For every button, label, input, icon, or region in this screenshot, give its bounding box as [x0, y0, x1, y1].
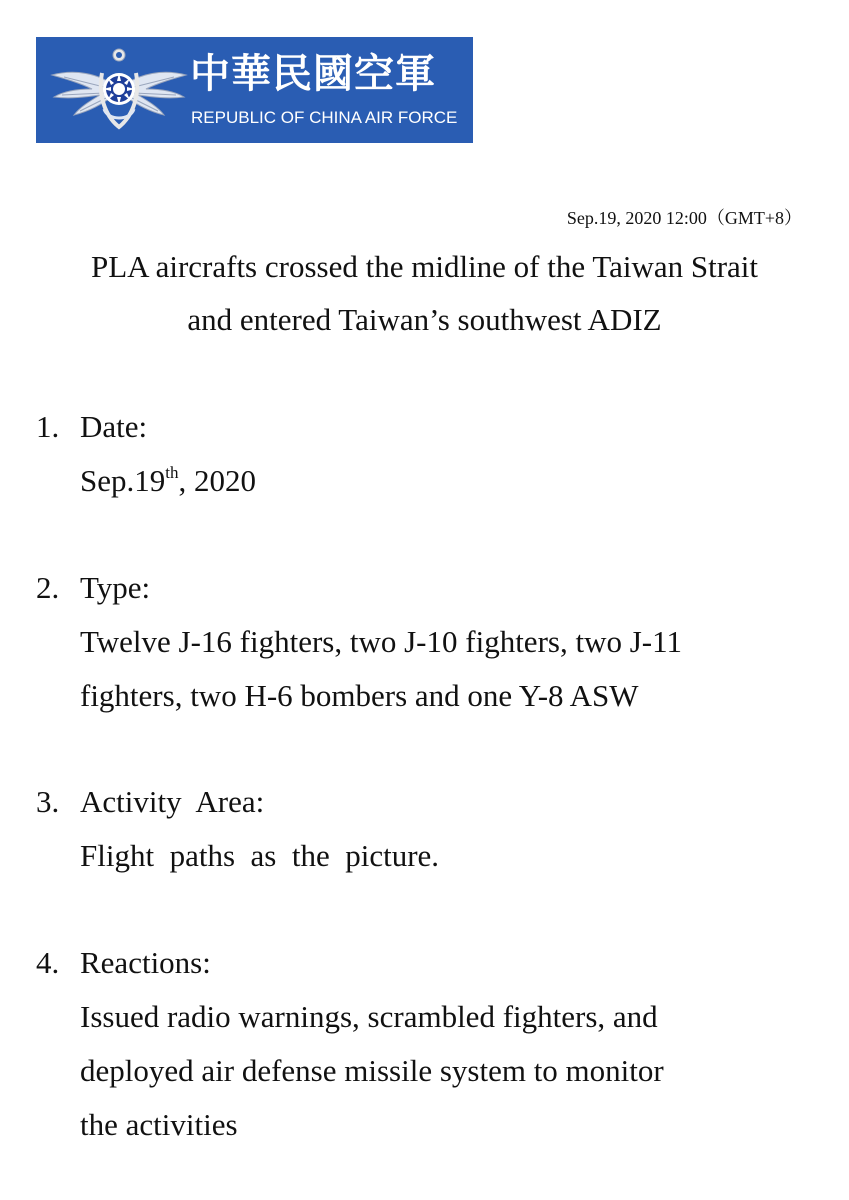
date-year: , 2020	[178, 463, 256, 498]
list-item-number: 3.	[36, 784, 60, 819]
list-item-reactions	[36, 936, 816, 1152]
list-item-heading: Type:	[80, 570, 151, 605]
list-item-date	[36, 400, 816, 508]
timestamp: Sep.19, 2020 12:00（GMT+8）	[566, 208, 802, 228]
type-description	[80, 615, 800, 723]
list-item-heading: Reactions:	[80, 945, 211, 980]
date-ordinal: th	[165, 462, 179, 482]
header-banner	[36, 37, 473, 143]
reactions-line-3: the activities	[80, 1107, 238, 1142]
list-item-number: 4.	[36, 945, 60, 980]
list-item-number: 1.	[36, 409, 60, 444]
air-force-emblem-icon	[44, 43, 194, 137]
page-title	[0, 240, 849, 346]
reactions-description	[80, 990, 800, 1152]
type-line-1: Twelve J-16 fighters, two J-10 fighters, two J-11	[80, 624, 682, 659]
list-item-type	[36, 561, 816, 723]
list-item-activity-area	[36, 775, 816, 883]
list-item-heading: Date:	[80, 409, 148, 444]
banner-title-chinese: 中華民國空軍	[190, 51, 436, 97]
banner-title-english: REPUBLIC OF CHINA AIR FORCE	[191, 108, 458, 127]
page-title-line-1: PLA aircrafts crossed the midline of the Taiwan Strait	[90, 249, 759, 284]
list-item-number: 2.	[36, 570, 60, 605]
date-prefix: Sep.19	[80, 463, 166, 498]
page-title-line-2: and entered Taiwan’s southwest ADIZ	[187, 302, 662, 337]
date-value	[80, 454, 800, 508]
type-line-2: fighters, two H-6 bombers and one Y-8 ASW	[80, 678, 639, 713]
reactions-line-1: Issued radio warnings, scrambled fighters, and	[80, 999, 658, 1034]
list-item-heading: Activity Area:	[80, 784, 265, 819]
activity-area-description: Flight paths as the picture.	[80, 838, 440, 873]
reactions-line-2: deployed air defense missile system to monitor	[80, 1053, 664, 1088]
